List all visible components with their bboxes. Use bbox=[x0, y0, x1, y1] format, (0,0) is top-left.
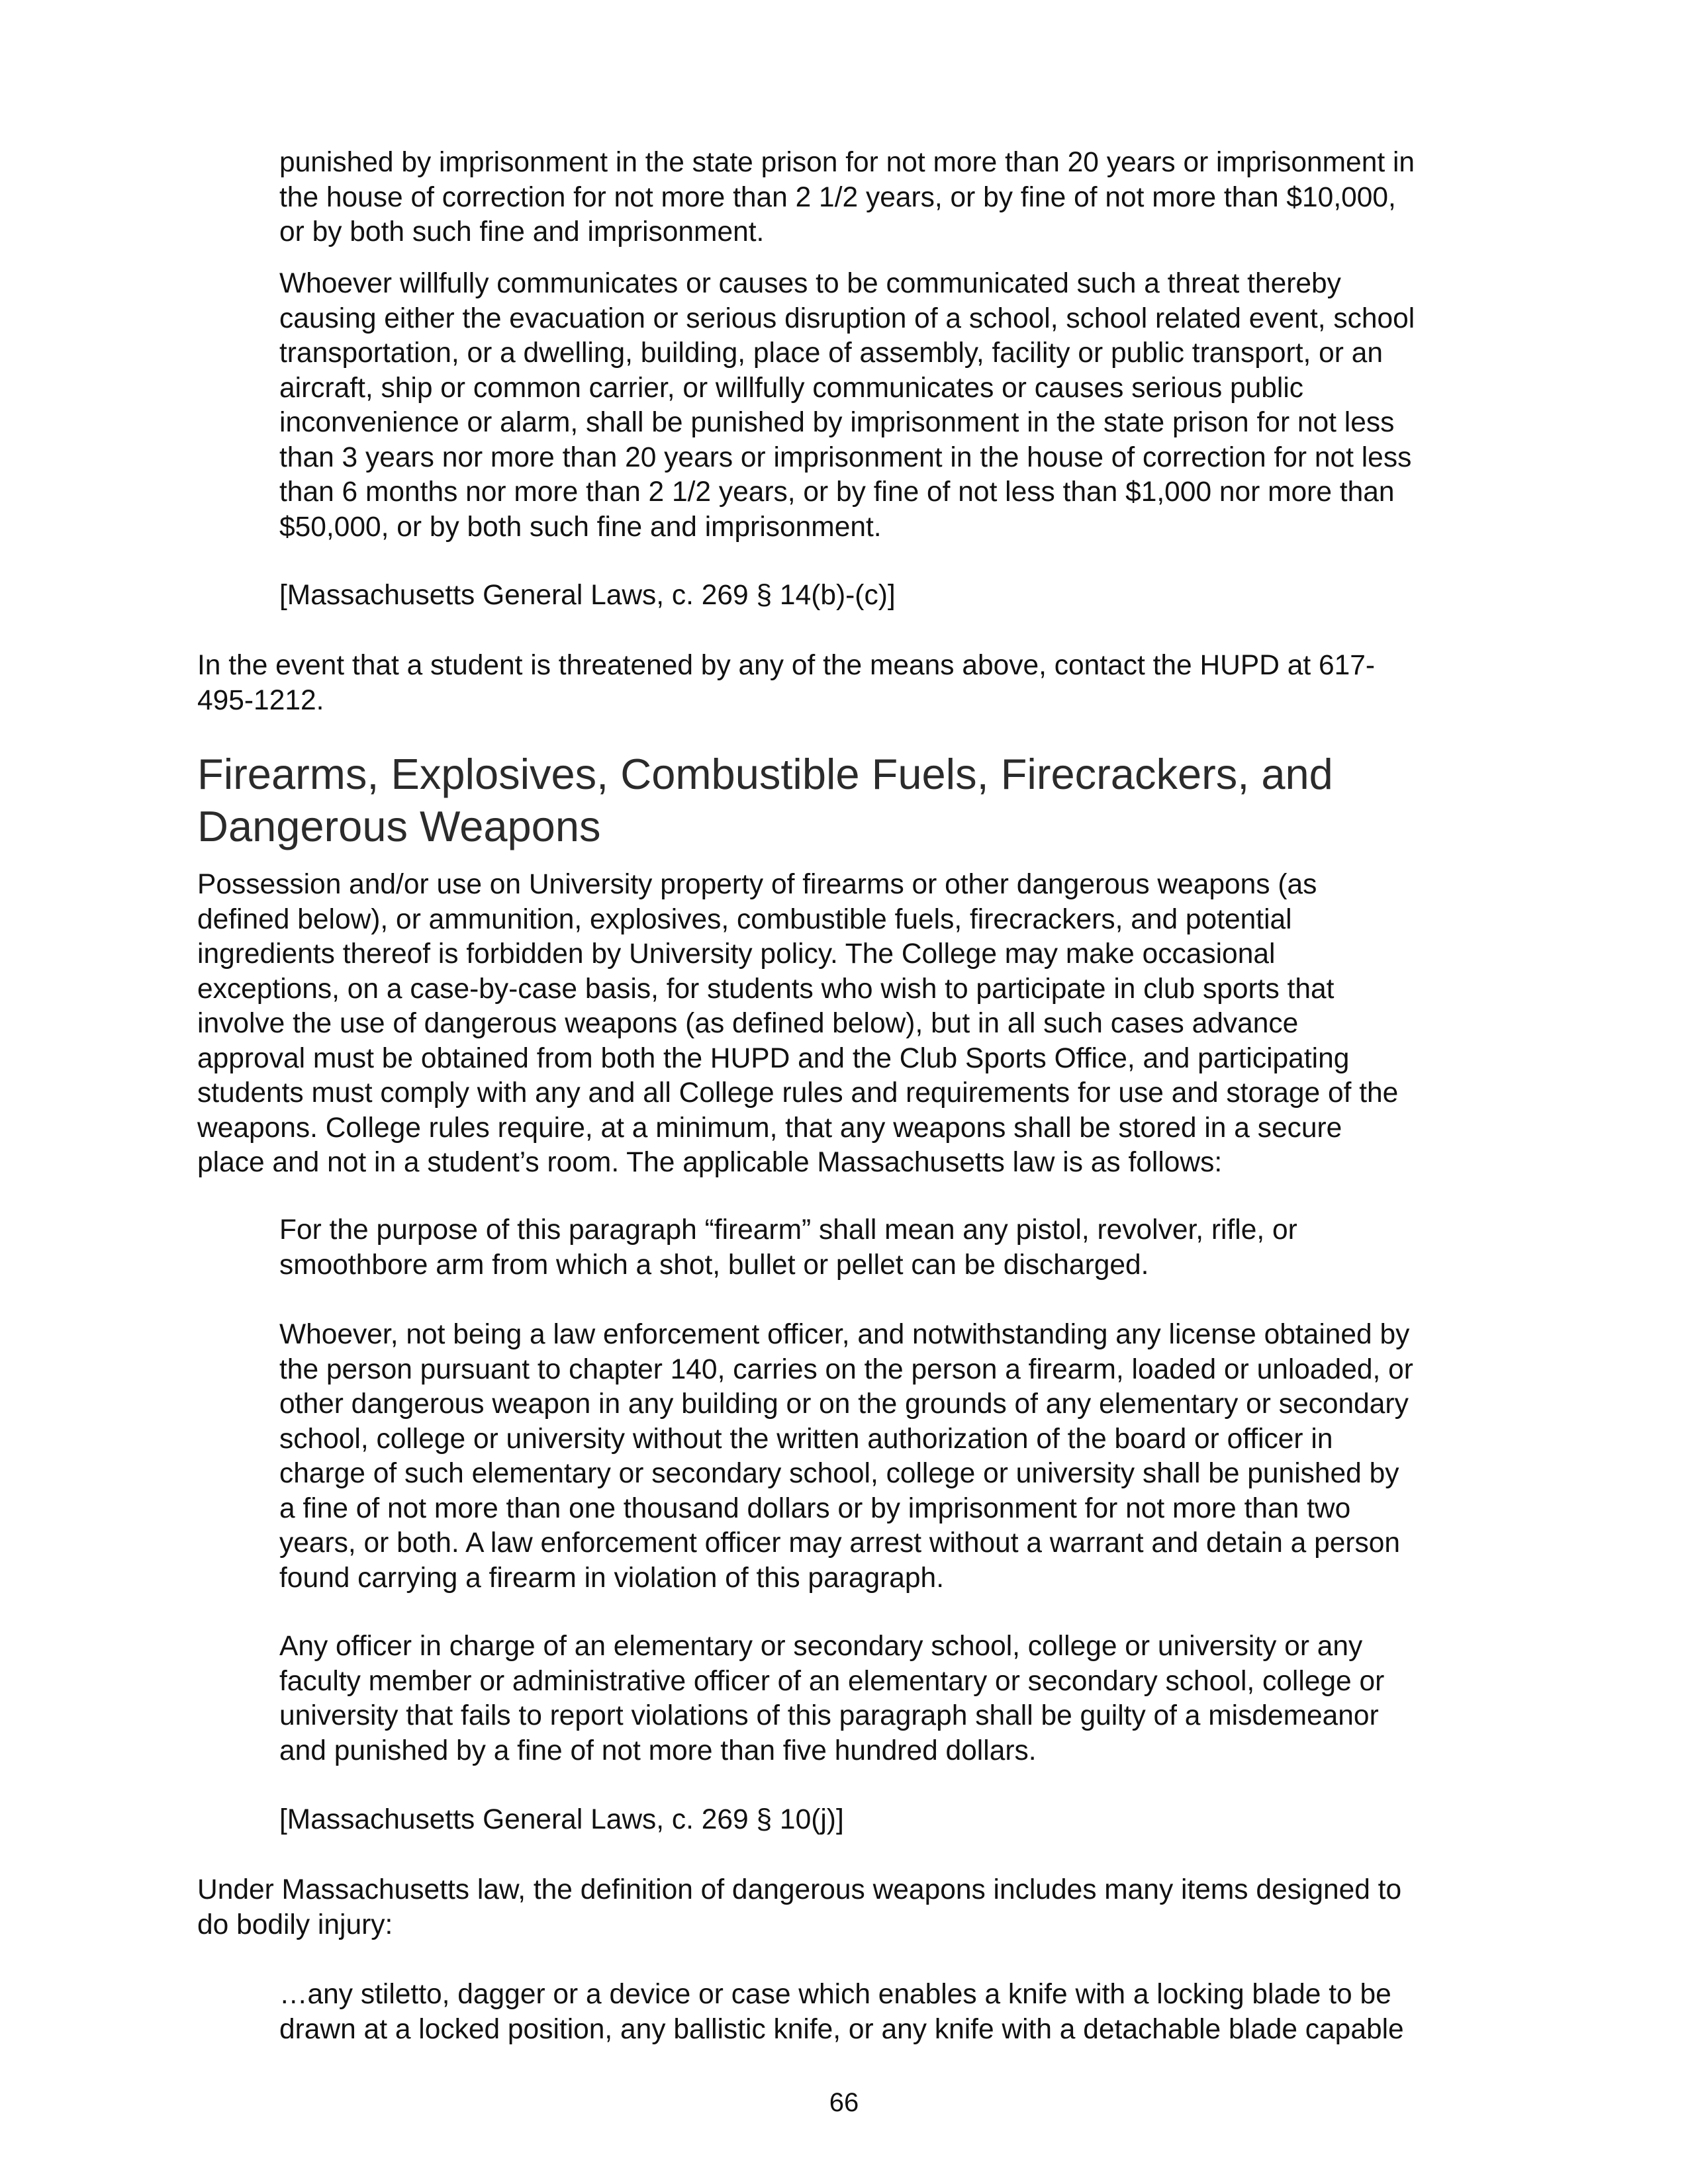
dangerous-weapons-definition-intro: Under Massachusetts law, the definition of dangerous weapons includes many items designed to do bodily injury: bbox=[197, 1874, 1402, 1940]
continuation-paragraph: punished by imprisonment in the state prison for not more than 20 years or imprisonment in the house of correction for not more than 2 1/2 years, or by fine of not more than $10,000, or by both such fine and imprisonment. bbox=[279, 147, 1415, 248]
citation-14: [Massachusetts General Laws, c. 269 § 14(b)-(c)] bbox=[279, 580, 896, 611]
citation-10j: [Massachusetts General Laws, c. 269 § 10(j)] bbox=[279, 1804, 844, 1835]
page-number: 66 bbox=[829, 2088, 859, 2117]
possession-policy-paragraph: Possession and/or use on University property of firearms or other dangerous weapons (as defined below), or ammunition, explosives, combustible fuels, firecrackers, and potential ingredients thereof is forbidden by University policy. The College may make occasional exceptions, on a case-by-case basis, for students who wish to participate in club sports that involve the use of dangerous weapons (as defined below), but in all such cases advance approval must be obtained from both the HUPD and the Club Sports Office, and participating students must comply with any and all College rules and requirements for use and storage of the weapons. College rules require, at a minimum, that any weapons shall be stored in a secure place and not in a student’s room. The applicable Massachusetts law is as follows: bbox=[197, 869, 1399, 1178]
contact-hupd-paragraph: In the event that a student is threatened by any of the means above, contact the HUPD at 617- 495-1212. bbox=[197, 650, 1376, 716]
stiletto-quote-paragraph: …any stiletto, dagger or a device or case which enables a knife with a locking blade to be drawn at a locked position, any ballistic knife, or any knife with a detachable blade capable bbox=[279, 1979, 1404, 2045]
section-heading: Firearms, Explosives, Combustible Fuels, Firecrackers, and Dangerous Weapons bbox=[197, 750, 1333, 850]
firearm-definition-paragraph: For the purpose of this paragraph “firearm” shall mean any pistol, revolver, rifle, or smoothbore arm from which a shot, bullet or pellet can be discharged. bbox=[279, 1214, 1297, 1281]
reporting-duty-paragraph: Any officer in charge of an elementary or secondary school, college or university or any faculty member or administrative officer of an elementary or secondary school, college or university that fails to report violations of this paragraph shall be guilty of a misdemeanor and punished by a fine of not more than five hundred dollars. bbox=[279, 1631, 1385, 1766]
threat-penalty-paragraph: Whoever willfully communicates or causes to be communicated such a threat thereby causing either the evacuation or serious disruption of a school, school related event, school transportation, or a dwelling, building, place of assembly, facility or public transport, or an aircraft, ship or common carrier, or willfully communicates or causes serious public inconvenience or alarm, shall be punished by imprisonment in the state prison for not less than 3 years nor more than 20 years or imprisonment in the house of correction for not less than 6 months nor more than 2 1/2 years, or by fine of not less than $1,000 nor more than $50,000, or by both such fine and imprisonment. bbox=[279, 268, 1415, 543]
carrying-firearm-paragraph: Whoever, not being a law enforcement officer, and notwithstanding any license obtained by the person pursuant to chapter 140, carries on the person a firearm, loaded or unloaded, or other dangerous weapon in any building or on the grounds of any elementary or secondary school, college or university without the written authorization of the board or officer in charge of such elementary or secondary school, college or university shall be punished by a fine of not more than one thousand dollars or by imprisonment for not more than two years, or both. A law enforcement officer may arrest without a warrant and detain a person found carrying a firearm in violation of this paragraph. bbox=[279, 1319, 1413, 1594]
